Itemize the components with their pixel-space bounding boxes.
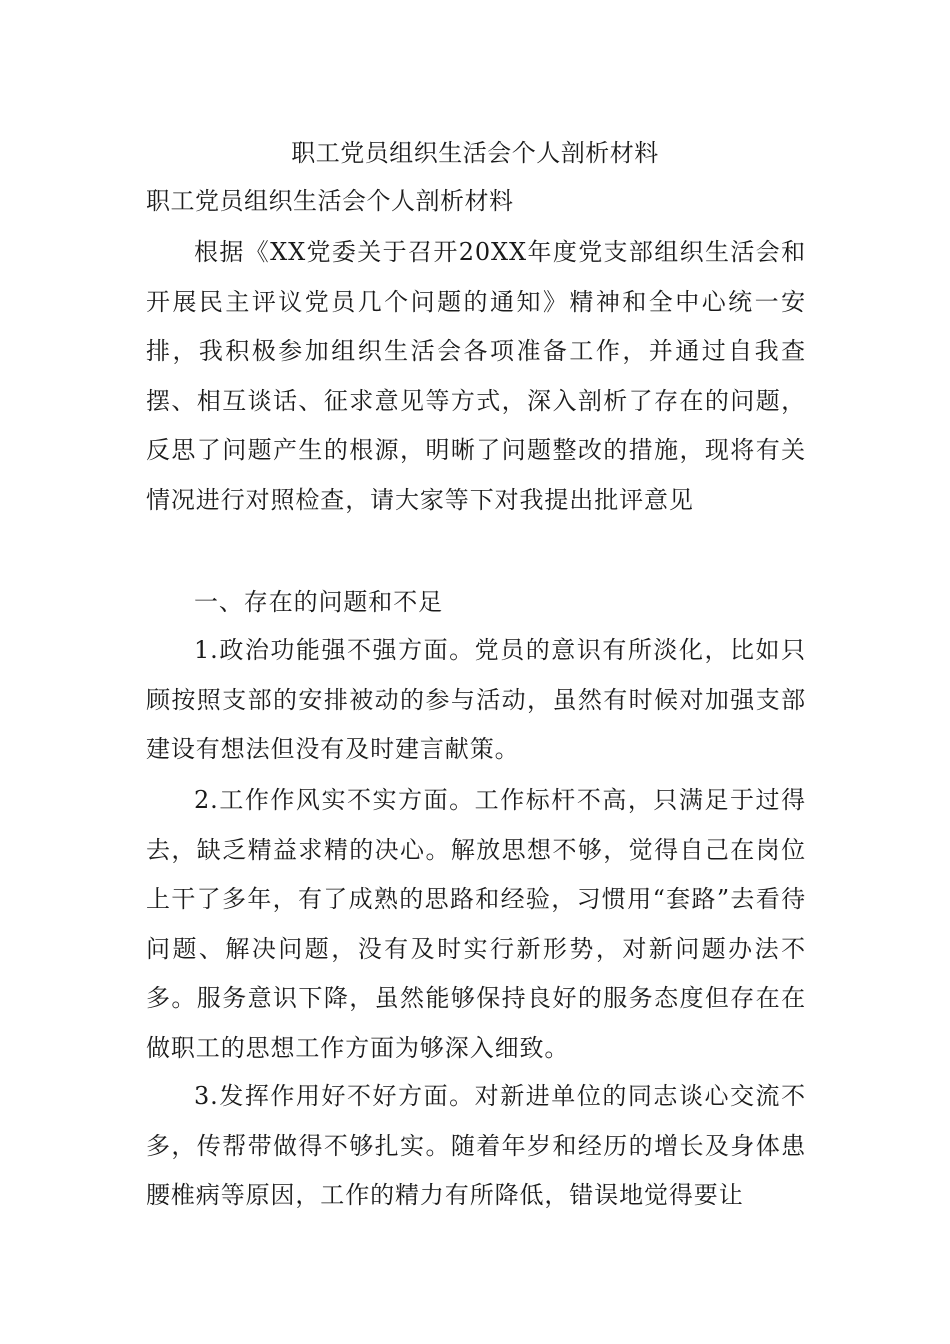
document-subtitle: 职工党员组织生活会个人剖析材料 <box>146 187 514 215</box>
intro-paragraph-block <box>146 228 806 525</box>
section-heading-block <box>146 578 806 628</box>
document-title: 职工党员组织生活会个人剖析材料 <box>291 139 659 167</box>
item-2-block <box>146 776 806 1073</box>
item-1-block <box>146 626 806 775</box>
intro-paragraph: 根据《XX党委关于召开20XX年度党支部组织生活会和开展民主评议党员几个问题的通知》精神和全中心统一安排，我积极参加组织生活会各项准备工作，并通过自我查摆、相互谈话、征求意见等方式，深入剖析了存在的问题，反思了问题产生的根源，明晰了问题整改的措施，现将有关情况进行对照检查，请大家等下对我提出批评意见 <box>146 238 806 514</box>
item-1-paragraph: 1.政治功能强不强方面。党员的意识有所淡化，比如只顾按照支部的安排被动的参与活动，虽然有时候对加强支部建设有想法但没有及时建言献策。 <box>146 636 806 763</box>
section-heading: 一、存在的问题和不足 <box>194 588 443 616</box>
item-3-block <box>146 1072 806 1221</box>
item-2-paragraph: 2.工作作风实不实方面。工作标杆不高，只满足于过得去，缺乏精益求精的决心。解放思想不够，觉得自己在岗位上干了多年，有了成熟的思路和经验，习惯用“套路”去看待问题、解决问题，没有及时实行新形势，对新问题办法不多。服务意识下降，虽然能够保持良好的服务态度但存在在做职工的思想工作方面为够深入细致。 <box>146 786 806 1062</box>
item-3-paragraph: 3.发挥作用好不好方面。对新进单位的同志谈心交流不多，传帮带做得不够扎实。随着年岁和经历的增长及身体患腰椎病等原因，工作的精力有所降低，错误地觉得要让 <box>146 1082 806 1209</box>
